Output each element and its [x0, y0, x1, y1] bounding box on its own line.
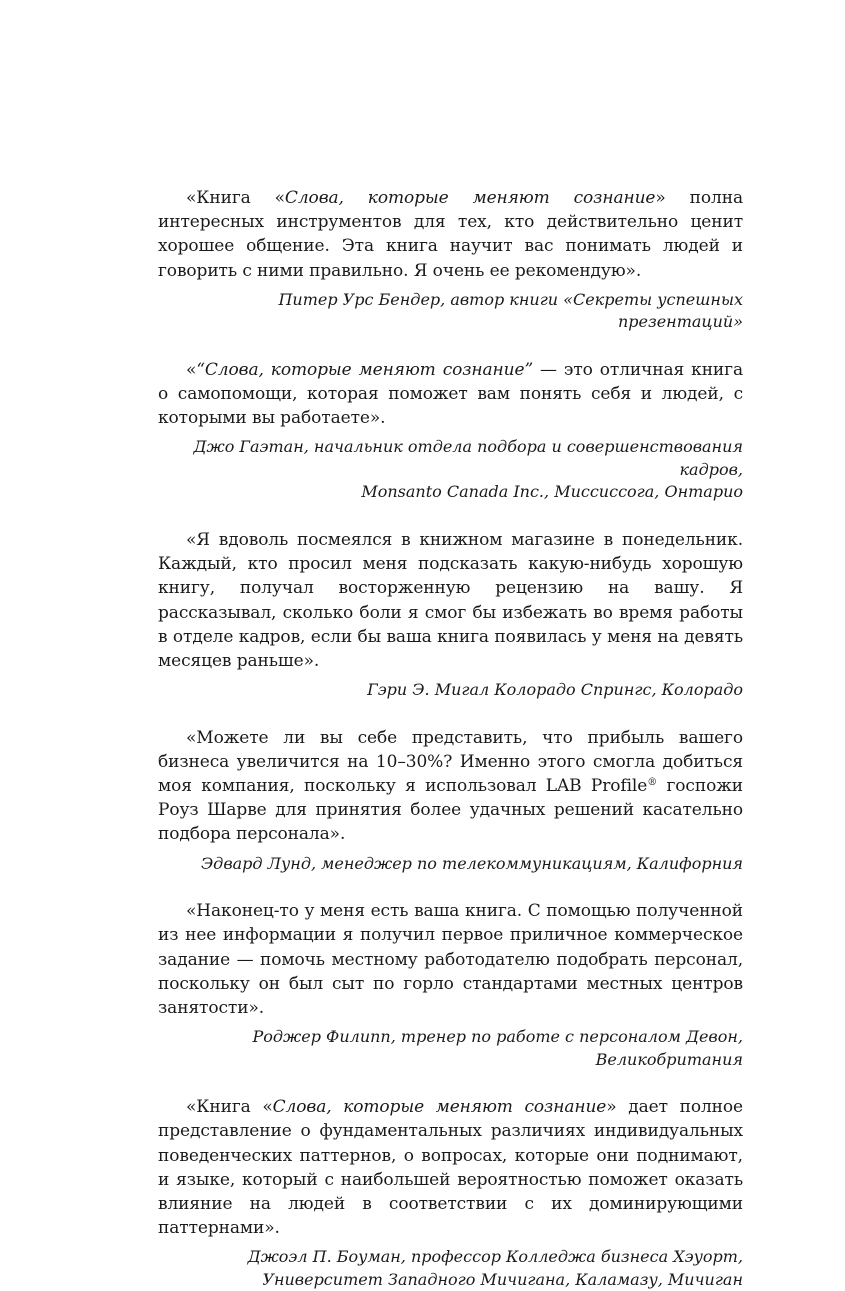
attribution-line: Университет Западного Мичигана, Каламазу, Мичиган	[262, 1269, 743, 1289]
testimonial-attribution	[158, 289, 743, 334]
attribution-line: Роджер Филипп, тренер по работе с персоналом Девон,	[252, 1027, 743, 1047]
testimonial	[158, 528, 743, 702]
registered-mark: ®	[647, 777, 658, 789]
testimonial-attribution	[158, 436, 743, 504]
testimonials-page	[158, 186, 743, 1291]
testimonial	[158, 1095, 743, 1291]
testimonial	[158, 899, 743, 1071]
attribution-line: Джо Гаэтан, начальник отдела подбора и совершенствования кадров,	[193, 437, 743, 479]
attribution-line: Великобритания	[595, 1049, 743, 1069]
testimonial-text: «Я вдоволь посмеялся в книжном магазине в понедельник. Каждый, кто просил меня подсказать какую-нибудь хорошую книгу, получал восторженную рецензию на вашу. Я рассказывал, сколько боли я смог бы избежать во время работы в отделе кадров, если бы ваша книга появилась у меня на девять месяцев раньше».	[158, 529, 743, 671]
testimonial	[158, 186, 743, 334]
testimonial-text: «Наконец-то у меня есть ваша книга. С помощью полученной из нее информации я получил первое приличное коммерческое задание — помочь местному работодателю подобрать персонал, поскольку он был сыт по горло стандартами местных центров занятости».	[158, 901, 743, 1018]
attribution-line: Джоэл П. Боуман, профессор Колледжа бизнеса Хэуорт,	[247, 1247, 743, 1267]
testimonial	[158, 726, 743, 876]
attribution-line: Питер Урс Бендер, автор книги «Секреты успешных презентаций»	[278, 289, 743, 332]
attribution-line: Monsanto Canada Inc., Миссиссога, Онтарио	[361, 482, 743, 502]
testimonial-attribution	[158, 1246, 743, 1291]
attribution-line: Гэри Э. Мигал Колорадо Спрингс, Колорадо	[367, 680, 743, 700]
testimonial-text: «Книга «Слова, которые меняют сознание» полна интересных инструментов для тех, кто действительно ценит хорошее общение. Эта книга научит вас понимать людей и говорить с ними правильно. Я очень ее рекомендую».	[158, 188, 743, 281]
testimonial-attribution	[158, 853, 743, 876]
testimonial-attribution	[158, 679, 743, 702]
testimonial	[158, 358, 743, 504]
testimonial-text: «Можете ли вы себе представить, что прибыль вашего бизнеса увеличится на 10–30%? Именно этого смогла добиться моя компания, поскольку я использовал LAB Profile® госпожи Роуз Шарве для принятия более удачных решений касательно подбора персонала».	[158, 727, 743, 845]
testimonial-text: «“Слова, которые меняют сознание” — это отличная книга о самопомощи, которая поможет вам понять себя и людей, с которыми вы работаете».	[158, 359, 743, 429]
testimonial-text: «Книга «Слова, которые меняют сознание» дает полное представление о фундаментальных различиях индивидуальных поведенческих паттернов, о вопросах, которые они поднимают, и языке, который с наибольшей вероятностью поможет оказать влияние на людей в соответствии с их доминирующими паттернами».	[158, 1097, 743, 1239]
attribution-line: Эдвард Лунд, менеджер по телекоммуникациям, Калифорния	[200, 853, 743, 873]
testimonial-attribution	[158, 1026, 743, 1071]
